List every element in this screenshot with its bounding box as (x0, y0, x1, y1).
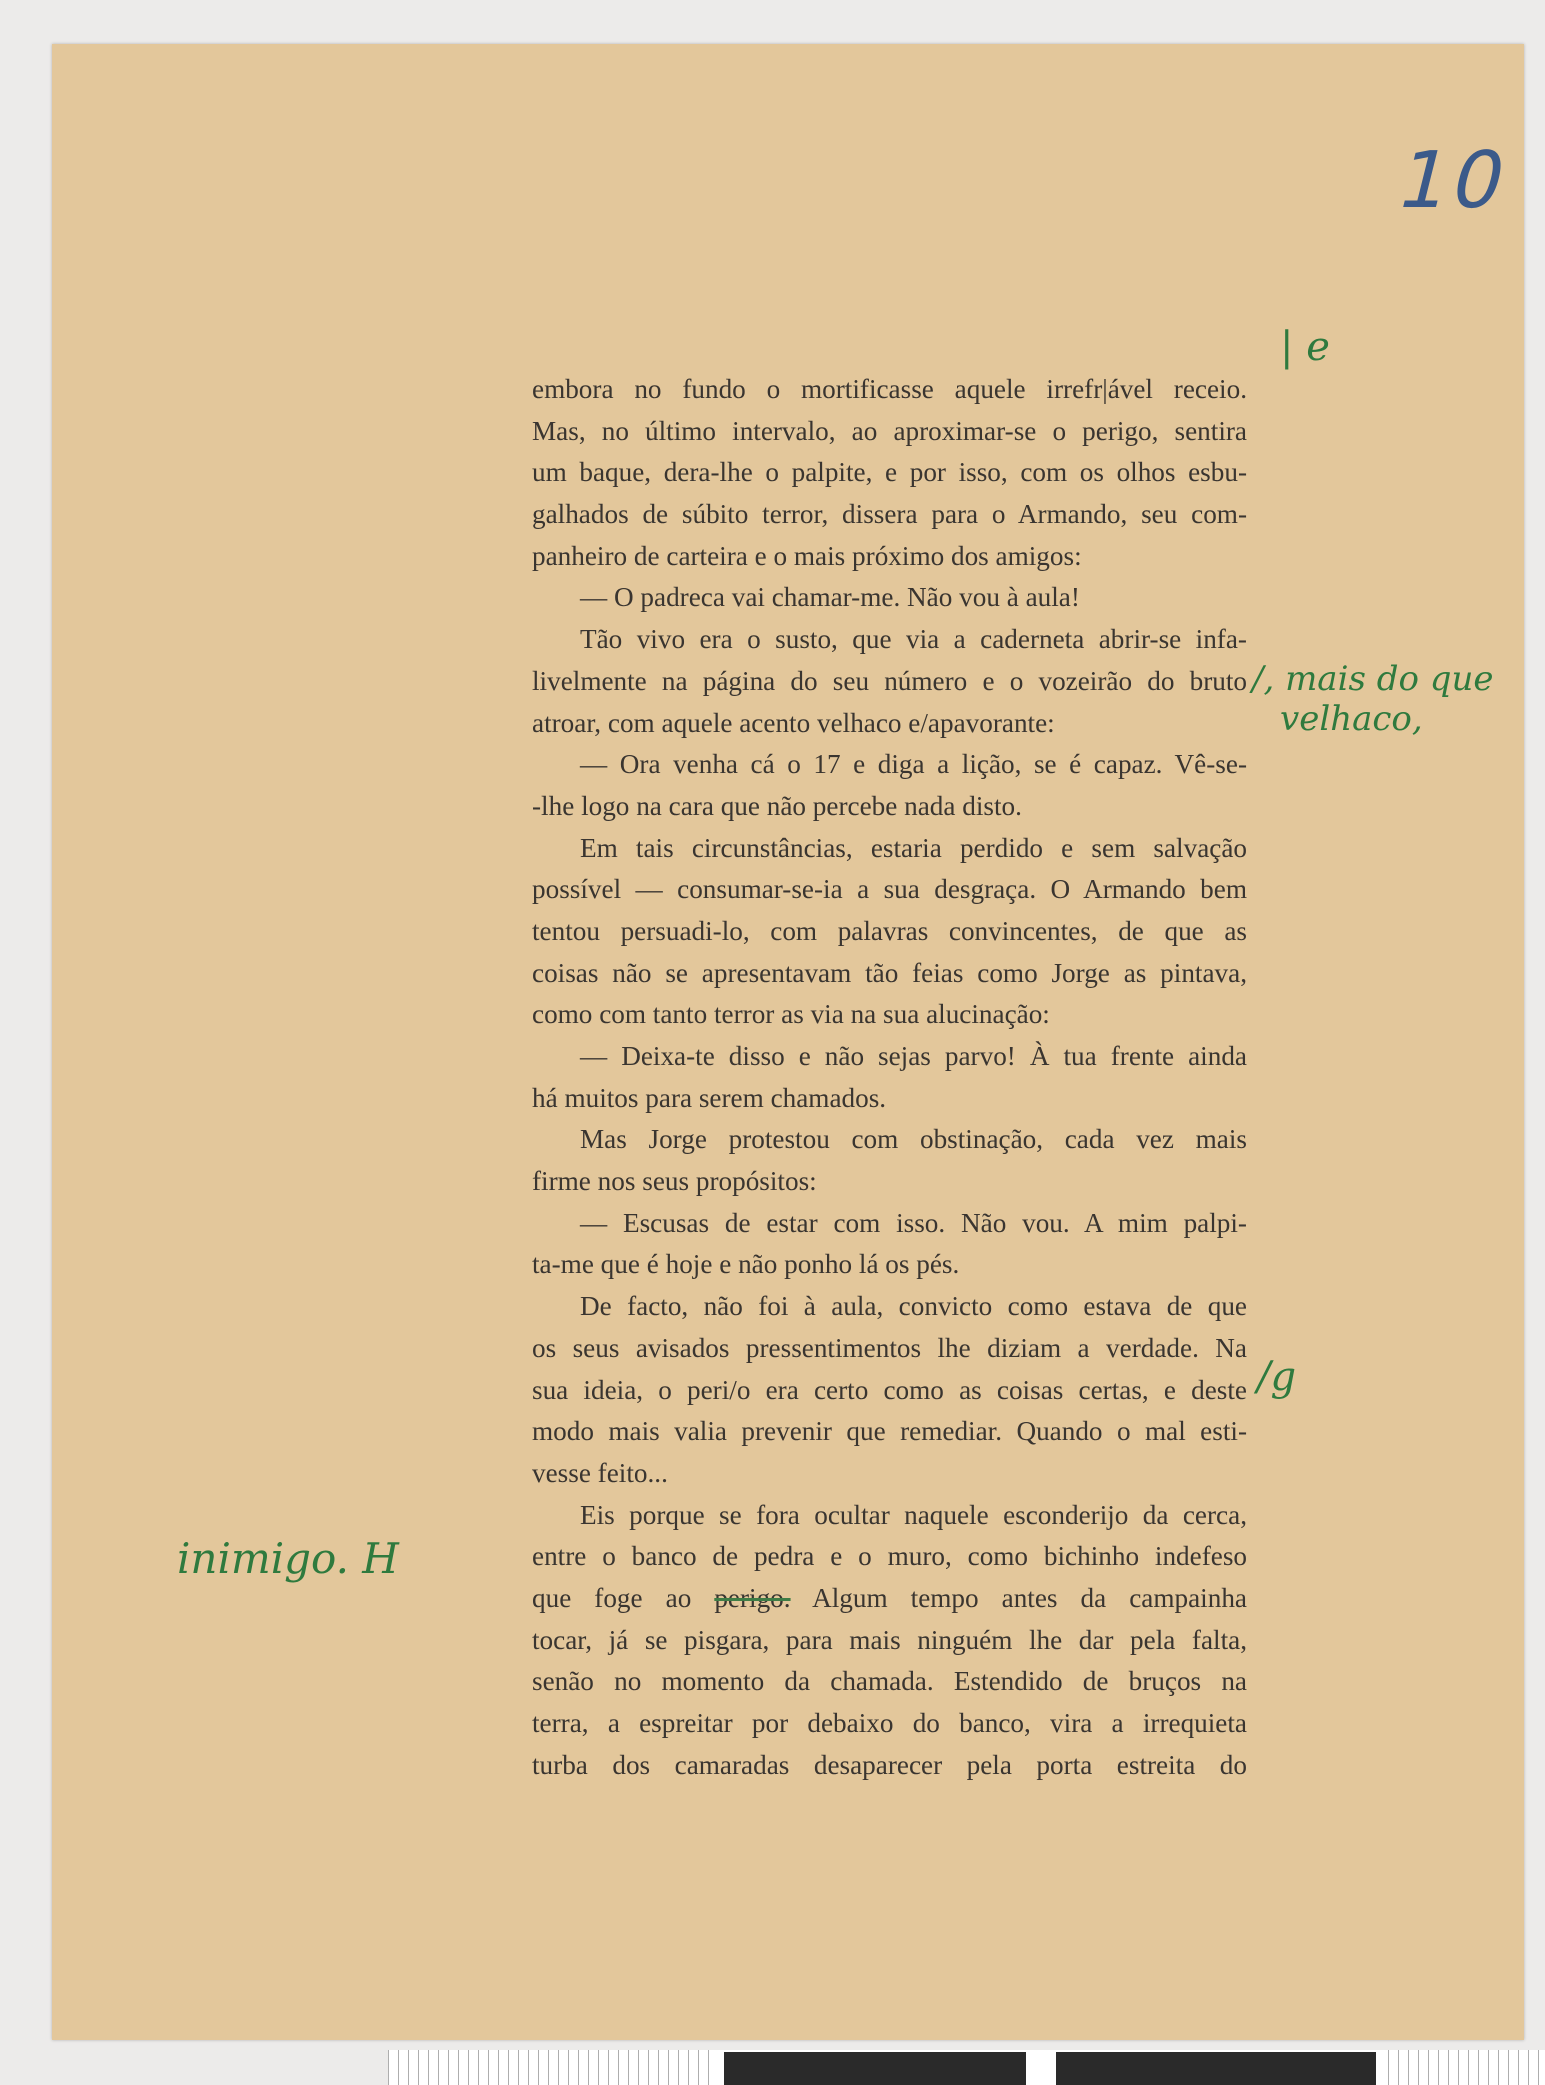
text-line: livelmente na página do seu número e o vozeirão do bruto (532, 665, 1247, 696)
text-line: — Escusas de estar com isso. Não vou. A mim palpi- (580, 1207, 1247, 1238)
margin-note-4: inimigo. H (177, 1534, 399, 1583)
text-line: Tão vivo era o susto, que via a caderneta abrir-se infa- (580, 624, 1247, 655)
text-line: — Deixa-te disso e não sejas parvo! À tua frente ainda (580, 1041, 1247, 1071)
struck-word: perigo. (714, 1582, 791, 1613)
text-line: terra, a espreitar por debaixo do banco, vira a irrequieta (532, 1708, 1247, 1738)
text-line: há muitos para serem chamados. (532, 1082, 887, 1113)
text-line: possível — consumar-se-ia a sua desgraça. O Armando bem (532, 874, 1247, 905)
margin-note-2-line-2: velhaco, (1280, 699, 1423, 739)
margin-note-2-line-1: /, mais do que (1252, 659, 1494, 699)
text-line: que foge ao perigo. Algum tempo antes da campainha (532, 1582, 1247, 1613)
text-line: atroar, com aquele acento velhaco e/apavorante: (532, 707, 1055, 738)
text-line: firme nos seus propósitos: (532, 1166, 817, 1197)
ruler-block (724, 2052, 1026, 2085)
ruler-ticks (1388, 2050, 1545, 2085)
text-line: De facto, não foi à aula, convicto como estava de que (580, 1291, 1247, 1322)
text-line: Mas Jorge protestou com obstinação, cada vez mais (580, 1124, 1247, 1155)
text-line: Eis porque se fora ocultar naquele esconderijo da cerca, (580, 1499, 1247, 1530)
text-line: embora no fundo o mortificasse aquele irrefr|ável receio. (532, 374, 1247, 404)
text-line: como com tanto terror as via na sua alucinação: (532, 999, 1050, 1030)
text-line: — O padreca vai chamar-me. Não vou à aula! (580, 582, 1080, 613)
text-line: sua ideia, o peri/o era certo como as coisas certas, e deste (532, 1374, 1247, 1405)
text-line: um baque, dera-lhe o palpite, e por isso, com os olhos esbu- (532, 457, 1247, 488)
text-line: galhados de súbito terror, dissera para o Armando, seu com- (532, 499, 1247, 530)
text-line: modo mais valia prevenir que remediar. Quando o mal esti- (532, 1416, 1247, 1447)
page-number: 10 (1388, 136, 1519, 226)
text-line: -lhe logo na cara que não percebe nada disto. (532, 790, 1022, 821)
text-line: Em tais circunstâncias, estaria perdido e sem salvação (580, 832, 1247, 863)
text-line: senão no momento da chamada. Estendido de bruços na (532, 1666, 1247, 1697)
margin-note-1: | e (1280, 324, 1330, 370)
margin-note-3: /g (1257, 1354, 1297, 1400)
text-line: os seus avisados pressentimentos lhe diziam a verdade. Na (532, 1332, 1247, 1363)
text-line: ta-me que é hoje e não ponho lá os pés. (532, 1249, 960, 1280)
scale-ruler (388, 2050, 1545, 2085)
manuscript-page (52, 44, 1524, 2040)
ruler-block (1056, 2052, 1376, 2085)
ruler-ticks (388, 2050, 718, 2085)
body-text (532, 369, 1247, 1786)
text-line: entre o banco de pedra e o muro, como bichinho indefeso (532, 1541, 1247, 1572)
text-line: turba dos camaradas desaparecer pela porta estreita do (532, 1749, 1247, 1780)
text-line: Mas, no último intervalo, ao aproximar-se o perigo, sentira (532, 415, 1247, 446)
text-line: tentou persuadi-lo, com palavras convincentes, de que as (532, 915, 1247, 946)
text-line: coisas não se apresentavam tão feias como Jorge as pintava, (532, 957, 1247, 988)
text-line: panheiro de carteira e o mais próximo dos amigos: (532, 540, 1082, 571)
text-line: vesse feito... (532, 1457, 668, 1488)
text-line: — Ora venha cá o 17 e diga a lição, se é capaz. Vê-se- (580, 749, 1247, 780)
text-line: tocar, já se pisgara, para mais ninguém lhe dar pela falta, (532, 1624, 1247, 1655)
